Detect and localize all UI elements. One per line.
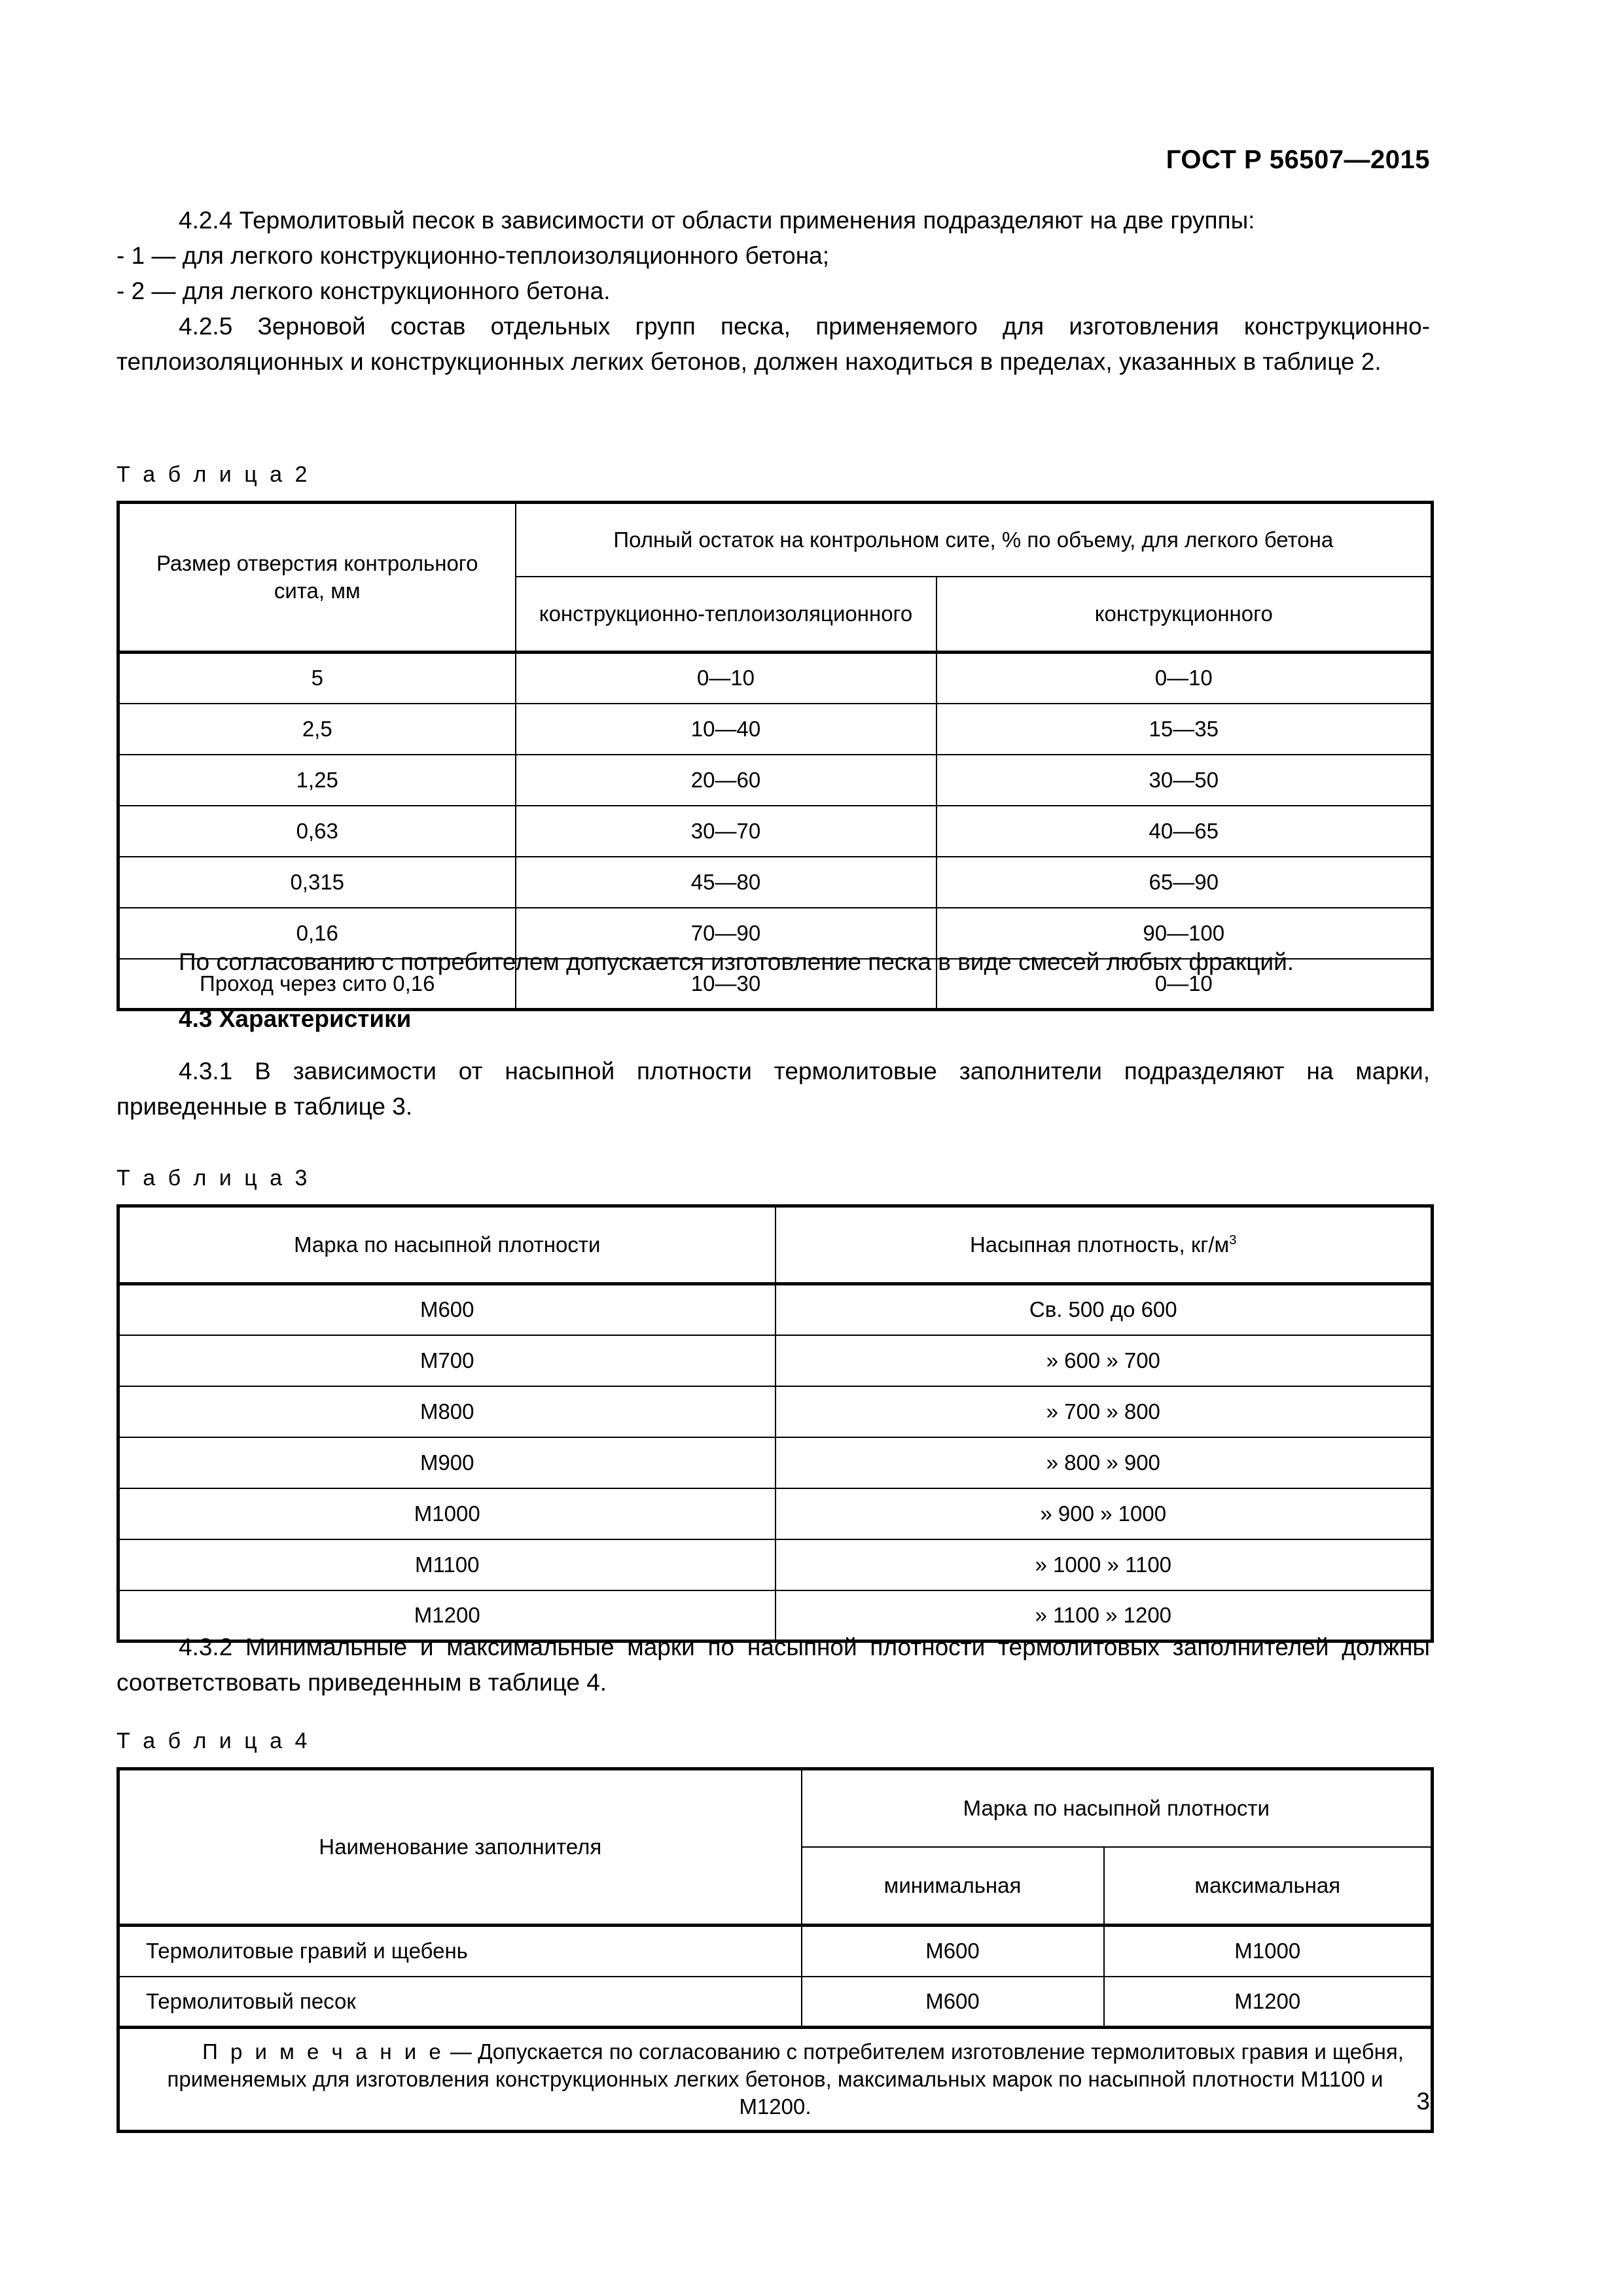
table3-cell-grade: М600 bbox=[118, 1284, 776, 1335]
section-heading-block bbox=[116, 1001, 1430, 1037]
table3-caption: Т а б л и ц а 3 bbox=[116, 1166, 311, 1191]
table-row bbox=[118, 857, 1433, 908]
list-item-group-1: - 1 — для легкого конструкционно-теплоизоляционного бетона; bbox=[116, 242, 830, 269]
table2-cell-sieve: 0,63 bbox=[118, 806, 516, 857]
table-row bbox=[118, 755, 1433, 806]
page-number: 3 bbox=[1416, 2088, 1430, 2115]
list-item-group-2: - 2 — для легкого конструкционного бетона. bbox=[116, 278, 611, 304]
table4-cell-max: М1200 bbox=[1104, 1977, 1433, 2028]
table3-header-row bbox=[118, 1206, 1433, 1284]
table2-cell-kti: 10—40 bbox=[516, 704, 936, 755]
table-row bbox=[118, 1488, 1433, 1539]
paragraph-4-3-1: 4.3.1 В зависимости от насыпной плотности термолитовые заполнители подразделяют на марки, приведенные в таблице 3. bbox=[116, 1058, 1430, 1120]
table2-cell-k: 0—10 bbox=[936, 653, 1433, 704]
table4-cell-name: Термолитовый песок bbox=[118, 1977, 802, 2028]
table3-cell-density: » 1100 » 1200 bbox=[776, 1590, 1433, 1641]
table4-header-minimum: минимальная bbox=[802, 1847, 1104, 1926]
table2-header-group-residue: Полный остаток на контрольном сите, % по объему, для легкого бетона bbox=[516, 503, 1433, 577]
table4 bbox=[116, 1767, 1434, 2133]
table4-wrapper bbox=[116, 1767, 1430, 2133]
table2-wrapper bbox=[116, 501, 1430, 1011]
table2-cell-sieve: 2,5 bbox=[118, 704, 516, 755]
table-row bbox=[118, 1386, 1433, 1437]
paragraph-432-block bbox=[116, 1630, 1430, 1700]
standard-header-title: ГОСТ Р 56507—2015 bbox=[1166, 145, 1430, 174]
table3-cell-grade: М700 bbox=[118, 1335, 776, 1386]
table3-cell-density: » 800 » 900 bbox=[776, 1437, 1433, 1488]
table3-cell-grade: М900 bbox=[118, 1437, 776, 1488]
table4-cell-min: М600 bbox=[802, 1977, 1104, 2028]
table4-note-label: П р и м е ч а н и е bbox=[202, 2039, 444, 2064]
paragraph-4-2-4: 4.2.4 Термолитовый песок в зависимости от области применения подразделяют на две группы: bbox=[179, 207, 1255, 234]
table-row bbox=[118, 1437, 1433, 1488]
table4-cell-max: М1000 bbox=[1104, 1926, 1433, 1977]
table3-cell-grade: М1100 bbox=[118, 1539, 776, 1590]
table3-cell-grade: М1000 bbox=[118, 1488, 776, 1539]
table2-header-structural: конструкционного bbox=[936, 577, 1433, 653]
table3 bbox=[116, 1204, 1434, 1643]
table3-header-grade: Марка по насыпной плотности bbox=[118, 1206, 776, 1284]
table3-cell-grade: М1200 bbox=[118, 1590, 776, 1641]
table2-header-row-1 bbox=[118, 503, 1433, 577]
table3-cell-grade: М800 bbox=[118, 1386, 776, 1437]
table-row bbox=[118, 1977, 1433, 2028]
table4-header-group-grade: Марка по насыпной плотности bbox=[802, 1769, 1433, 1848]
table3-header-density-text: Насыпная плотность, кг/м bbox=[969, 1232, 1230, 1257]
table-row bbox=[118, 806, 1433, 857]
table2-cell-sieve: 5 bbox=[118, 653, 516, 704]
table2-cell-k: 65—90 bbox=[936, 857, 1433, 908]
table4-cell-name: Термолитовые гравий и щебень bbox=[118, 1926, 802, 1977]
table2-header-structural-insulating: конструкционно-теплоизоляционного bbox=[516, 577, 936, 653]
table2-cell-kti: 10—30 bbox=[516, 959, 936, 1010]
table3-cell-density: Св. 500 до 600 bbox=[776, 1284, 1433, 1335]
table3-cell-density: » 600 » 700 bbox=[776, 1335, 1433, 1386]
table2-cell-kti: 30—70 bbox=[516, 806, 936, 857]
table2 bbox=[116, 501, 1434, 1011]
paragraph-4-2-5: 4.2.5 Зерновой состав отдельных групп песка, применяемого для изготовления конструкционно-теплоизоляционных и конструкционных легких бетонов, должен находиться в пределах, указанных в таблице 2. bbox=[116, 313, 1430, 375]
table4-note bbox=[118, 2028, 1433, 2132]
table3-wrapper bbox=[116, 1204, 1430, 1643]
paragraph-431-block bbox=[116, 1054, 1430, 1124]
table2-block bbox=[116, 461, 1430, 488]
table3-block bbox=[116, 1165, 1430, 1191]
page-content bbox=[116, 203, 1430, 380]
table2-cell-k: 0—10 bbox=[936, 959, 1433, 1010]
paragraph-4-3-2: 4.3.2 Минимальные и максимальные марки по насыпной плотности термолитовых заполнителей должны соответствовать приведенным в таблице 4. bbox=[116, 1634, 1430, 1696]
table4-header-maximum: максимальная bbox=[1104, 1847, 1433, 1926]
table-row bbox=[118, 704, 1433, 755]
table4-caption: Т а б л и ц а 4 bbox=[116, 1729, 311, 1753]
table2-cell-sieve: 0,16 bbox=[118, 908, 516, 959]
table3-cell-density: » 900 » 1000 bbox=[776, 1488, 1433, 1539]
table2-cell-k: 90—100 bbox=[936, 908, 1433, 959]
table2-cell-sieve: 0,315 bbox=[118, 857, 516, 908]
table2-cell-k: 40—65 bbox=[936, 806, 1433, 857]
table4-note-row bbox=[118, 2028, 1433, 2132]
table2-caption: Т а б л и ц а 2 bbox=[116, 462, 311, 487]
mid-text-block bbox=[116, 944, 1430, 980]
table-row bbox=[118, 1284, 1433, 1335]
table2-cell-k: 30—50 bbox=[936, 755, 1433, 806]
table2-cell-kti: 0—10 bbox=[516, 653, 936, 704]
table3-cell-density: » 1000 » 1100 bbox=[776, 1539, 1433, 1590]
table4-header-aggregate-name: Наименование заполнителя bbox=[118, 1769, 802, 1926]
table-row bbox=[118, 1926, 1433, 1977]
table-row bbox=[118, 653, 1433, 704]
table2-cell-kti: 20—60 bbox=[516, 755, 936, 806]
table-row bbox=[118, 1335, 1433, 1386]
table3-cell-density: » 700 » 800 bbox=[776, 1386, 1433, 1437]
table2-cell-sieve: 1,25 bbox=[118, 755, 516, 806]
table4-cell-min: М600 bbox=[802, 1926, 1104, 1977]
table4-block bbox=[116, 1728, 1430, 1754]
table2-cell-k: 15—35 bbox=[936, 704, 1433, 755]
table2-cell-kti: 70—90 bbox=[516, 908, 936, 959]
paragraph-after-table2: По согласованию с потребителем допускается изготовление песка в виде смесей любых фракций. bbox=[179, 948, 1294, 975]
table2-cell-kti: 45—80 bbox=[516, 857, 936, 908]
table-row bbox=[118, 1539, 1433, 1590]
table3-header-density bbox=[776, 1206, 1433, 1284]
table2-cell-sieve: Проход через сито 0,16 bbox=[118, 959, 516, 1010]
table4-header-row-1 bbox=[118, 1769, 1433, 1848]
table3-header-density-exponent: 3 bbox=[1229, 1232, 1237, 1247]
table2-header-sieve-size: Размер отверстия контрольного сита, мм bbox=[118, 503, 516, 653]
table4-note-text: — Допускается по согласованию с потребителем изготовление термолитовых гравия и щебня, применяемых для изготовления конструкционных легких бетонов, максимальных марок по насыпной плотности М1100 и М1200. bbox=[167, 2039, 1404, 2119]
heading-4-3-characteristics: 4.3 Характеристики bbox=[179, 1005, 412, 1032]
